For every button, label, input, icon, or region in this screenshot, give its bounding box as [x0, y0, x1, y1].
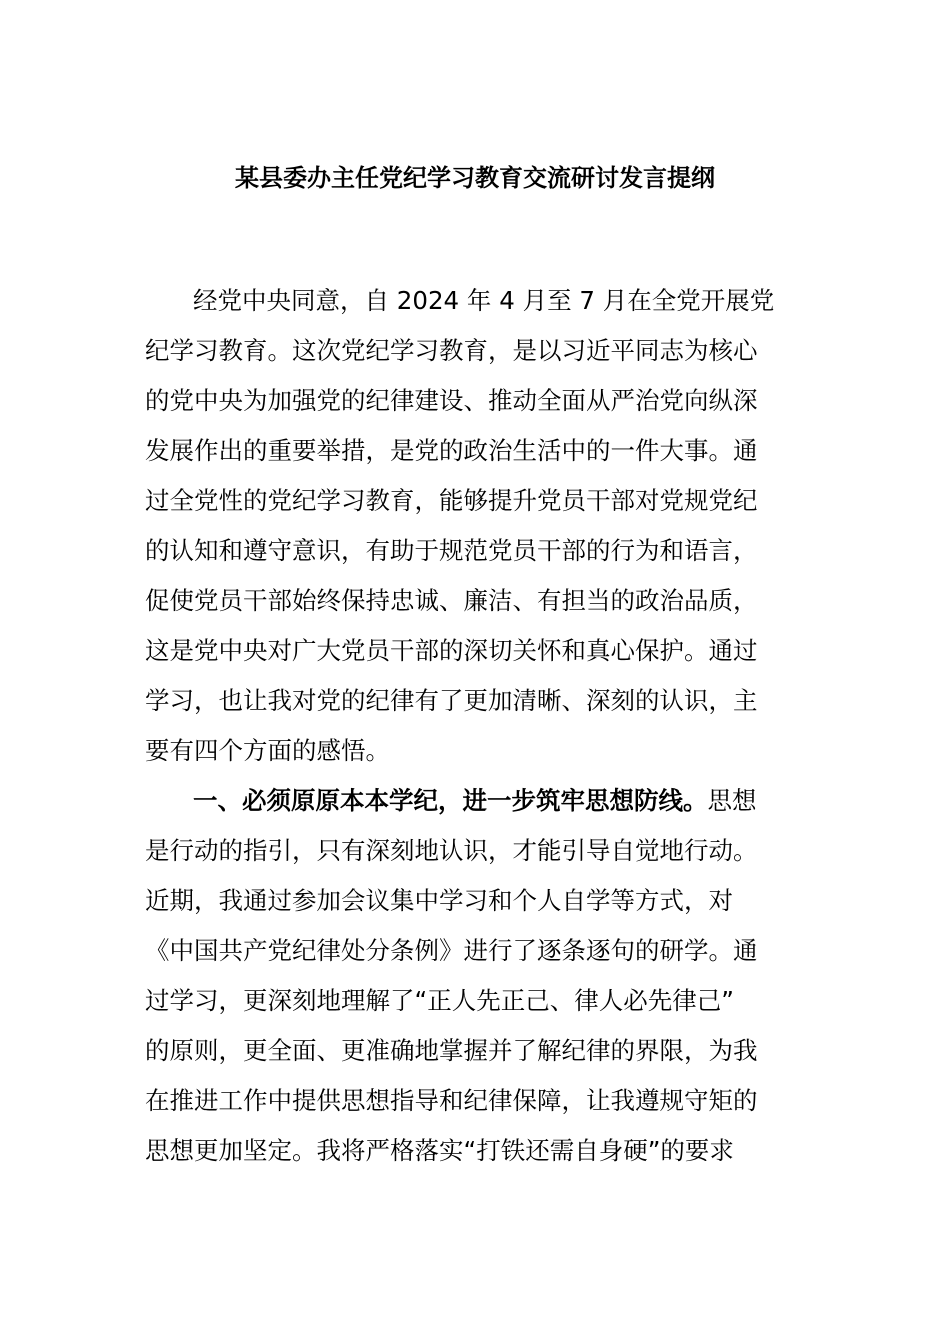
text-line: 思想更加坚定。我将严格落实“打铁还需自身硬”的要求: [145, 1136, 734, 1165]
document-title: 某县委办主任党纪学习教育交流研讨发言提纲: [235, 164, 715, 192]
text-line: 在推进工作中提供思想指导和纪律保障，让我遵规守矩的: [145, 1086, 758, 1115]
text-line: 经党中央同意，自 2024 年 4 月至 7 月在全党开展党: [193, 286, 775, 315]
section-heading: 一、必须原原本本学纪，进一步筑牢思想防线。: [193, 786, 708, 815]
text-line: 是行动的指引，只有深刻地认识，才能引导自觉地行动。: [145, 836, 758, 865]
section-text-start: 思想: [707, 786, 757, 815]
text-line: 近期，我通过参加会议集中学习和个人自学等方式，对: [145, 886, 733, 915]
text-line: 要有四个方面的感悟。: [145, 736, 390, 765]
text-line: 的原则，更全面、更准确地掌握并了解纪律的界限，为我: [145, 1036, 758, 1065]
text-line: 的认知和遵守意识，有助于规范党员干部的行为和语言，: [145, 536, 758, 565]
text-line: 发展作出的重要举措，是党的政治生活中的一件大事。通: [145, 436, 758, 465]
text-line: 《中国共产党纪律处分条例》进行了逐条逐句的研学。通: [145, 936, 758, 965]
paragraph-intro: [145, 276, 807, 776]
text-line: 过学习，更深刻地理解了“正人先正己、律人必先律己”: [145, 986, 734, 1015]
paragraph-section-one: [145, 776, 807, 1176]
text-line: 过全党性的党纪学习教育，能够提升党员干部对党规党纪: [145, 486, 758, 515]
section-first-line: [145, 776, 807, 826]
text-line: 的党中央为加强党的纪律建设、推动全面从严治党向纵深: [145, 386, 758, 415]
text-line: 这是党中央对广大党员干部的深切关怀和真心保护。通过: [145, 636, 758, 665]
text-line: 学习，也让我对党的纪律有了更加清晰、深刻的认识，主: [145, 686, 758, 715]
text-line: 促使党员干部始终保持忠诚、廉洁、有担当的政治品质，: [145, 586, 758, 615]
text-line: 纪学习教育。这次党纪学习教育，是以习近平同志为核心: [145, 336, 758, 365]
